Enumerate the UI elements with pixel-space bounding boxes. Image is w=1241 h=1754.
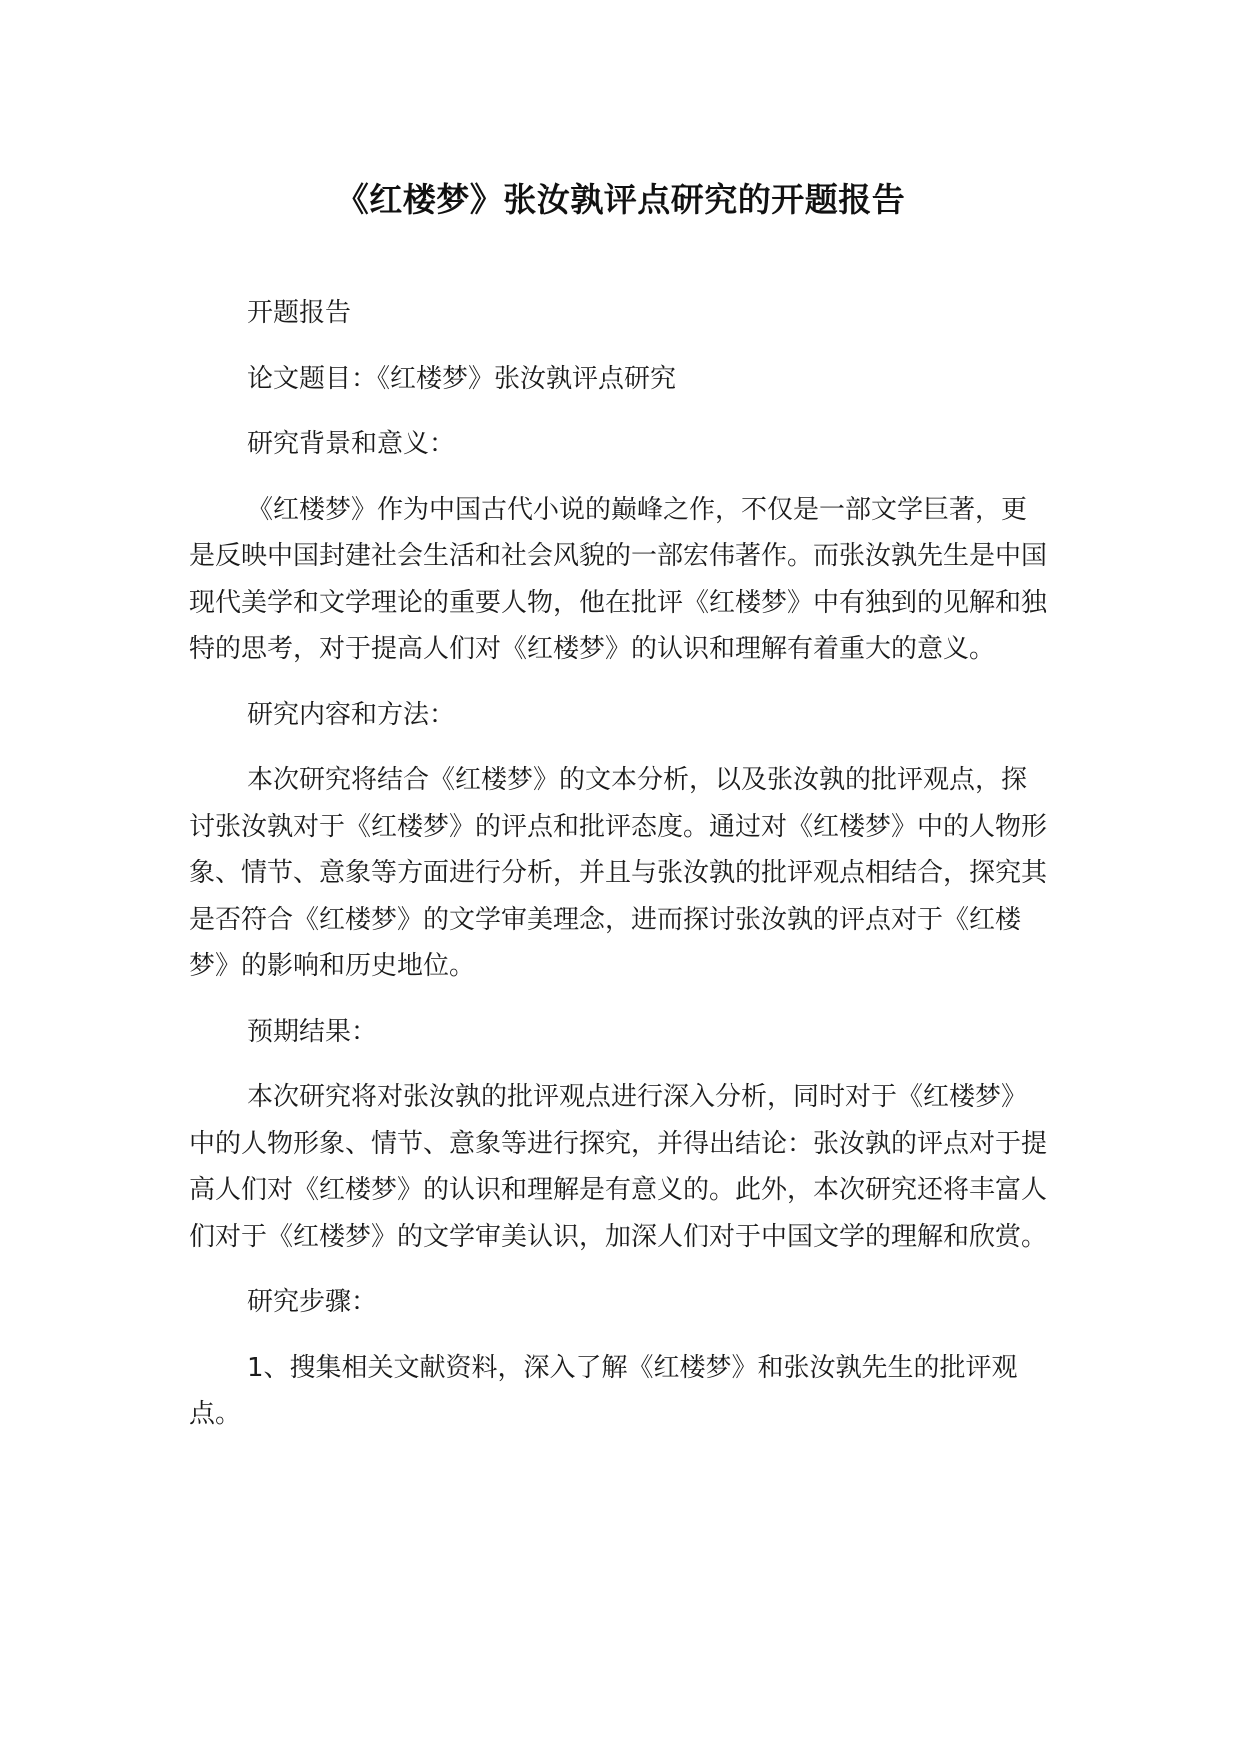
results-heading: 预期结果： (247, 1016, 378, 1047)
section-label: 开题报告 (247, 298, 352, 328)
document-body (189, 290, 1049, 1457)
content-heading: 研究内容和方法： (247, 699, 456, 730)
thesis-title: 论文题目：《红楼梦》张汝孰评点研究 (247, 363, 677, 394)
background-heading: 研究背景和意义： (247, 429, 456, 459)
steps-heading: 研究步骤： (247, 1287, 378, 1317)
document-title: 《红楼梦》张汝孰评点研究的开题报告 (335, 180, 906, 219)
results-paragraph: 本次研究将对张汝孰的批评观点进行深入分析，同时对于《红楼梦》中的人物形象、情节、意象等进行探究，并得出结论：张汝孰的评点对于提高人们对《红楼梦》的认识和理解是有意义的。此外，本次研究还将丰富人们对于《红楼梦》的文学审美认识，加深人们对于中国文学的理解和欣赏。 (189, 1082, 1048, 1252)
background-paragraph: 《红楼梦》作为中国古代小说的巅峰之作，不仅是一部文学巨著，更是反映中国封建社会生活和社会风貌的一部宏伟著作。而张汝孰先生是中国现代美学和文学理论的重要人物，他在批评《红楼梦》中有独到的见解和独特的思考，对于提高人们对《红楼梦》的认识和理解有着重大的意义。 (189, 494, 1048, 664)
step-item: 1、搜集相关文献资料，深入了解《红楼梦》和张汝孰先生的批评观点。 (189, 1352, 1018, 1429)
content-paragraph: 本次研究将结合《红楼梦》的文本分析，以及张汝孰的批评观点，探讨张汝孰对于《红楼梦》的评点和批评态度。通过对《红楼梦》中的人物形象、情节、意象等方面进行分析，并且与张汝孰的批评观点相结合，探究其是否符合《红楼梦》的文学审美理念，进而探讨张汝孰的评点对于《红楼梦》的影响和历史地位。 (189, 765, 1048, 981)
